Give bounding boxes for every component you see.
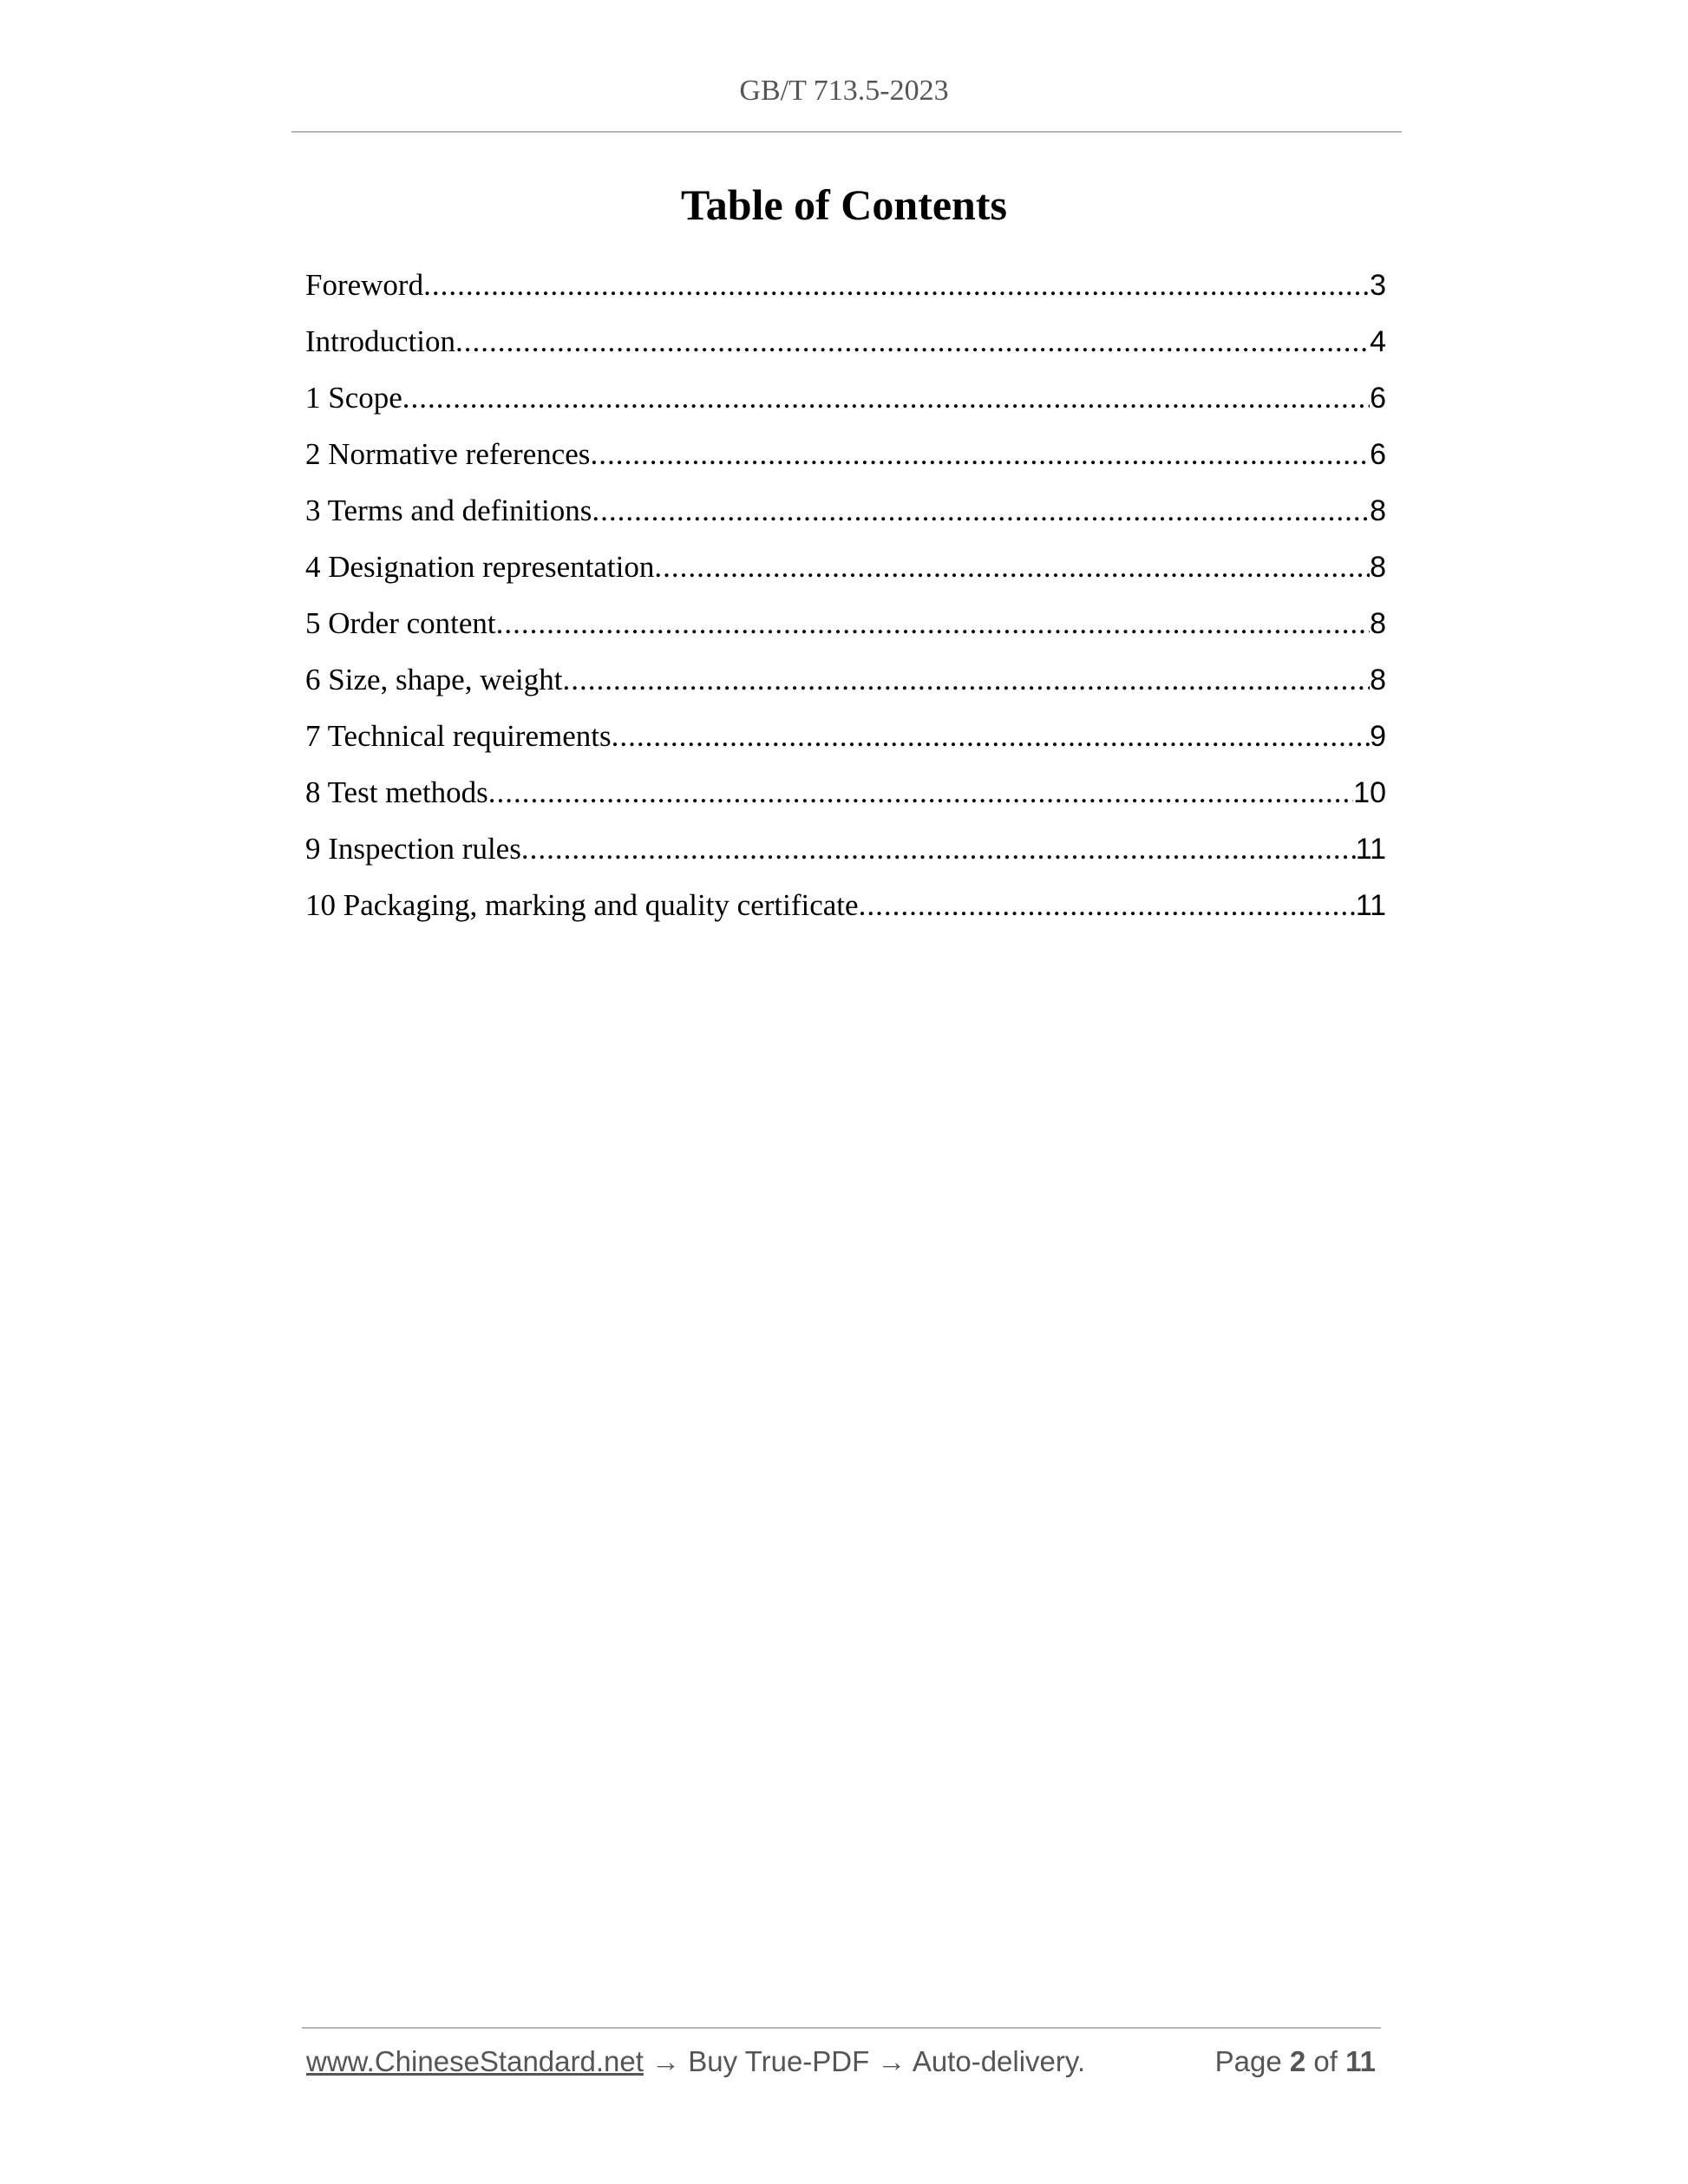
running-header: GB/T 713.5-2023 <box>739 75 949 107</box>
toc-entry-label: 6 Size, shape, weight <box>305 663 563 696</box>
toc-entry-page: 8 <box>1370 607 1386 640</box>
page-current: 2 <box>1289 2045 1306 2077</box>
toc-entry-label: 7 Technical requirements <box>305 719 612 753</box>
toc-entry-designation-representation[interactable] <box>305 539 1386 595</box>
promo-text: → Buy True-PDF → Auto-delivery. <box>643 2045 1086 2077</box>
toc-entry-label: 5 Order content <box>305 606 496 640</box>
toc-entry-label: 3 Terms and definitions <box>305 494 592 527</box>
toc-entry-test-methods[interactable] <box>305 764 1386 821</box>
dot-leader <box>455 313 1370 369</box>
toc-entry-page: 6 <box>1370 382 1386 415</box>
toc-entry-foreword[interactable] <box>305 257 1386 313</box>
toc-entry-label: 8 Test methods <box>305 775 488 809</box>
dot-leader <box>402 369 1370 426</box>
dot-leader <box>590 426 1370 482</box>
header-divider <box>291 131 1402 133</box>
page-indicator <box>1215 2045 1376 2078</box>
dot-leader <box>859 877 1356 933</box>
dot-leader <box>562 651 1370 708</box>
toc-entry-page: 10 <box>1353 776 1386 809</box>
dot-leader <box>496 595 1370 651</box>
toc-entry-scope[interactable] <box>305 369 1386 426</box>
toc-entry-label: 1 Scope <box>305 381 402 415</box>
toc-entry-page: 8 <box>1370 664 1386 696</box>
toc-entry-label: 10 Packaging, marking and quality certificate <box>305 888 859 922</box>
toc-entry-size-shape-weight[interactable] <box>305 651 1386 708</box>
toc-entry-label: 9 Inspection rules <box>305 832 521 866</box>
toc-list <box>305 257 1386 933</box>
toc-entry-order-content[interactable] <box>305 595 1386 651</box>
toc-entry-inspection-rules[interactable] <box>305 821 1386 877</box>
page-total: 11 <box>1345 2045 1376 2077</box>
site-link[interactable]: www.ChineseStandard.net <box>306 2045 644 2077</box>
toc-entry-page: 11 <box>1355 889 1386 922</box>
page-of: of <box>1313 2045 1338 2077</box>
toc-entry-page: 6 <box>1370 438 1386 471</box>
toc-entry-page: 11 <box>1355 833 1386 866</box>
toc-entry-page: 4 <box>1370 325 1386 358</box>
footer-divider <box>302 2027 1381 2029</box>
toc-entry-page: 8 <box>1370 551 1386 584</box>
toc-title: Table of Contents <box>681 180 1007 229</box>
footer-promo <box>306 2045 1085 2078</box>
dot-leader <box>488 764 1353 821</box>
toc-entry-page: 8 <box>1370 494 1386 527</box>
toc-entry-label: 2 Normative references <box>305 437 591 471</box>
dot-leader <box>654 539 1370 595</box>
toc-entry-label: Foreword <box>305 268 424 302</box>
dot-leader <box>592 482 1370 539</box>
dot-leader <box>612 708 1370 764</box>
toc-entry-page: 3 <box>1370 269 1386 302</box>
page-prefix: Page <box>1214 2045 1282 2077</box>
toc-entry-label: 4 Designation representation <box>305 550 655 584</box>
toc-entry-label: Introduction <box>305 324 456 358</box>
dot-leader <box>423 257 1370 313</box>
toc-entry-introduction[interactable] <box>305 313 1386 369</box>
toc-entry-normative-references[interactable] <box>305 426 1386 482</box>
dot-leader <box>521 821 1356 877</box>
toc-entry-technical-requirements[interactable] <box>305 708 1386 764</box>
toc-entry-page: 9 <box>1370 720 1386 753</box>
toc-entry-packaging-marking[interactable] <box>305 877 1386 933</box>
toc-entry-terms-and-definitions[interactable] <box>305 482 1386 539</box>
